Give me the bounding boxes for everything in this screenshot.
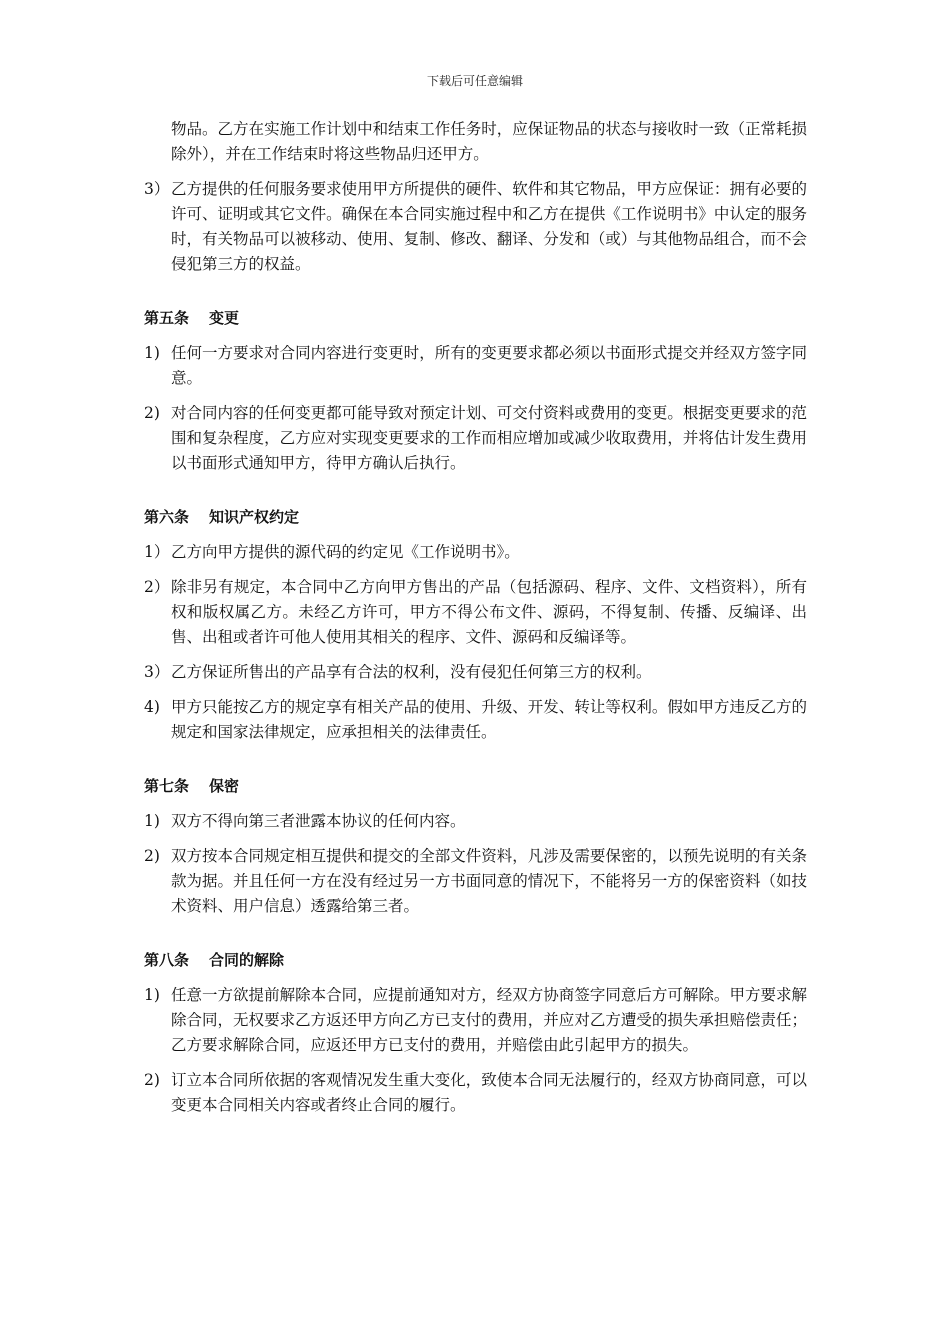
section-heading <box>144 505 807 530</box>
section-confidentiality <box>144 774 807 919</box>
list-item <box>144 341 807 391</box>
item-text: 任何一方要求对合同内容进行变更时，所有的变更要求都必须以书面形式提交并经双方签字同意。 <box>171 344 807 387</box>
list-item <box>144 575 807 650</box>
section-title: 保密 <box>209 777 240 795</box>
section-label: 第七条 <box>144 777 190 795</box>
item-number: 4) <box>144 698 160 716</box>
list-item <box>144 540 807 565</box>
list-item <box>144 1068 807 1118</box>
item-text: 对合同内容的任何变更都可能导致对预定计划、可交付资料或费用的变更。根据变更要求的范围和复杂程度，乙方应对实现变更要求的工作而相应增加或减少收取费用，并将估计发生费用以书面形式通知甲方，待甲方确认后执行。 <box>171 404 807 472</box>
item-number: 3） <box>144 663 170 681</box>
section-heading <box>144 774 807 799</box>
section-title: 变更 <box>209 309 240 327</box>
item-text: 除非另有规定，本合同中乙方向甲方售出的产品（包括源码、程序、文件、文档资料），所有权和版权属乙方。未经乙方许可，甲方不得公布文件、源码，不得复制、传播、反编译、出售、出租或者许可他人使用其相关的程序、文件、源码和反编译等。 <box>171 578 807 646</box>
item-number: 3） <box>144 180 170 198</box>
continued-paragraph: 物品。乙方在实施工作计划中和结束工作任务时，应保证物品的状态与接收时一致（正常耗损除外），并在工作结束时将这些物品归还甲方。 <box>171 120 807 163</box>
item-number: 2） <box>144 578 170 596</box>
item-text: 任意一方欲提前解除本合同，应提前通知对方，经双方协商签字同意后方可解除。甲方要求解除合同，无权要求乙方返还甲方向乙方已支付的费用，并应对乙方遭受的损失承担赔偿责任；乙方要求解除合同，应返还甲方已支付的费用，并赔偿由此引起甲方的损失。 <box>171 986 807 1054</box>
document-body <box>144 117 807 1118</box>
section-label: 第六条 <box>144 508 190 526</box>
item-number: 2) <box>144 1071 160 1089</box>
section-ip <box>144 505 807 745</box>
item-text: 双方按本合同规定相互提供和提交的全部文件资料，凡涉及需要保密的，以预先说明的有关条款为据。并且任何一方在没有经过另一方书面同意的情况下，不能将另一方的保密资料（如技术资料、用户信息）透露给第三者。 <box>171 847 807 915</box>
list-item <box>144 401 807 476</box>
list-item <box>144 177 807 277</box>
section-title: 知识产权约定 <box>209 508 300 526</box>
item-number: 2) <box>144 847 160 865</box>
section-heading <box>144 306 807 331</box>
item-number: 2) <box>144 404 160 422</box>
item-text: 乙方向甲方提供的源代码的约定见《工作说明书》。 <box>171 543 520 561</box>
section-change <box>144 306 807 476</box>
item-number: 1) <box>144 812 160 830</box>
section-label: 第八条 <box>144 951 190 969</box>
item-text: 乙方保证所售出的产品享有合法的权利，没有侵犯任何第三方的权利。 <box>171 663 652 681</box>
item-text: 双方不得向第三者泄露本协议的任何内容。 <box>171 812 466 830</box>
list-item <box>144 695 807 745</box>
section-title: 合同的解除 <box>209 951 285 969</box>
item-text: 甲方只能按乙方的规定享有相关产品的使用、升级、开发、转让等权利。假如甲方违反乙方的规定和国家法律规定，应承担相关的法律责任。 <box>171 698 807 741</box>
list-item <box>144 660 807 685</box>
item-number: 1) <box>144 344 160 362</box>
section-termination <box>144 948 807 1118</box>
list-item <box>144 844 807 919</box>
section-label: 第五条 <box>144 309 190 327</box>
item-number: 1) <box>144 986 160 1004</box>
list-item <box>144 983 807 1058</box>
item-text: 乙方提供的任何服务要求使用甲方所提供的硬件、软件和其它物品，甲方应保证：拥有必要的许可、证明或其它文件。确保在本合同实施过程中和乙方在提供《工作说明书》中认定的服务时，有关物品可以被移动、使用、复制、修改、翻译、分发和（或）与其他物品组合，而不会侵犯第三方的权益。 <box>171 180 807 273</box>
page-header: 下载后可任意编辑 <box>426 74 523 88</box>
item-text: 订立本合同所依据的客观情况发生重大变化，致使本合同无法履行的，经双方协商同意，可以变更本合同相关内容或者终止合同的履行。 <box>171 1071 807 1114</box>
list-item <box>144 809 807 834</box>
item-number: 1） <box>144 543 170 561</box>
section-heading <box>144 948 807 973</box>
